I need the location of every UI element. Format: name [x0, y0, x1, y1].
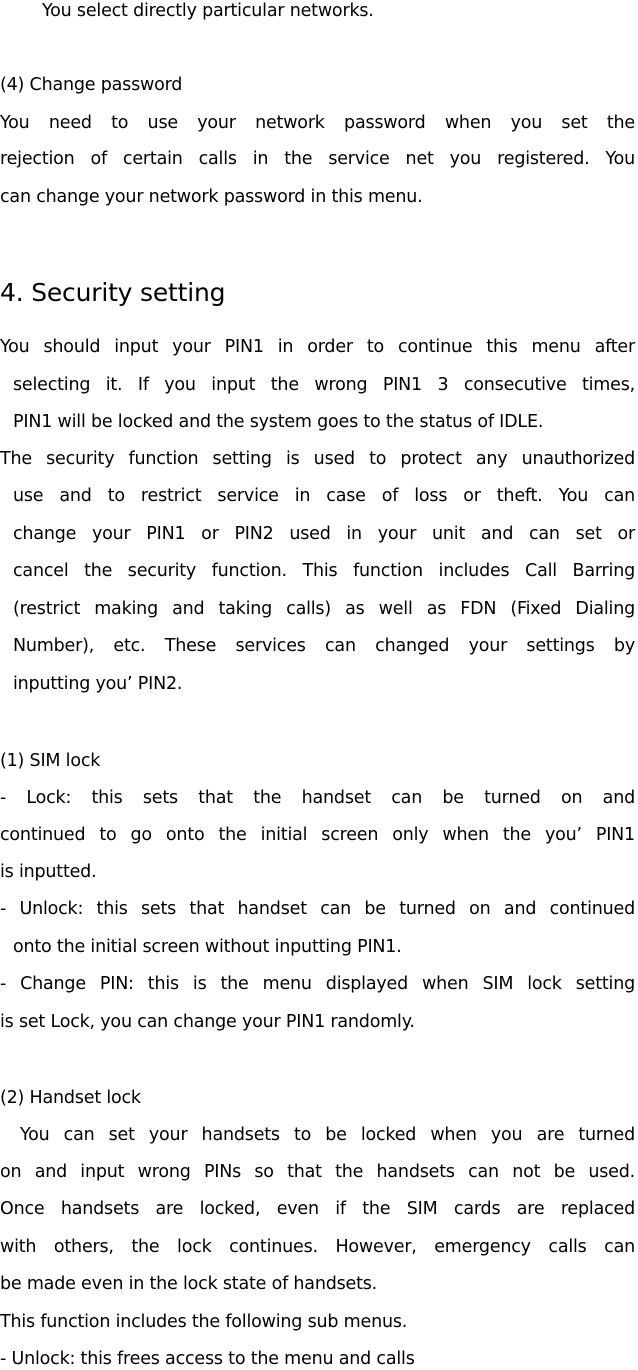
handset-lock-line-4: with others, the lock continues. However, emergency calls can	[0, 1237, 635, 1257]
security-para1-line-2: selecting it. If you input the wrong PIN1 3 consecutive times,	[13, 375, 635, 395]
sim-lock-line-2: continued to go onto the initial screen only when the you’ PIN1	[0, 825, 635, 845]
security-para1-line-3: PIN1 will be locked and the system goes to the status of IDLE.	[13, 412, 544, 432]
security-para2-line-5: (restrict making and taking calls) as well as FDN (Fixed Dialing	[13, 599, 635, 619]
sim-lock-line-7: is set Lock, you can change your PIN1 randomly.	[0, 1012, 415, 1032]
security-para2-line-7: inputting you’ PIN2.	[13, 674, 183, 694]
handset-lock-heading: (2) Handset lock	[0, 1088, 141, 1108]
handset-lock-line-1: You can set your handsets to be locked when you are turned	[20, 1125, 635, 1145]
handset-lock-line-2: on and input wrong PINs so that the handsets can not be used.	[0, 1162, 635, 1182]
change-password-line-2: rejection of certain calls in the service net you registered. You	[0, 149, 635, 169]
change-password-heading: (4) Change password	[0, 75, 183, 95]
handset-lock-line-6: This function includes the following sub menus.	[0, 1312, 408, 1332]
handset-lock-line-3: Once handsets are locked, even if the SIM cards are replaced	[0, 1199, 635, 1219]
change-password-line-1: You need to use your network password when you set the	[0, 113, 635, 133]
sim-lock-heading: (1) SIM lock	[0, 751, 101, 771]
sim-lock-line-5: onto the initial screen without inputting PIN1.	[13, 937, 402, 957]
handset-lock-line-5: be made even in the lock state of handsets.	[0, 1274, 378, 1294]
security-para2-line-1: The security function setting is used to protect any unauthorized	[0, 449, 635, 469]
security-setting-heading: 4. Security setting	[0, 278, 226, 307]
intro-line: You select directly particular networks.	[42, 1, 374, 21]
sim-lock-line-4: - Unlock: this sets that handset can be turned on and continued	[0, 899, 635, 919]
change-password-line-3: can change your network password in this menu.	[0, 187, 423, 207]
security-para2-line-3: change your PIN1 or PIN2 used in your unit and can set or	[13, 524, 635, 544]
handset-lock-line-7: - Unlock: this frees access to the menu and calls	[0, 1349, 415, 1369]
sim-lock-line-6: - Change PIN: this is the menu displayed when SIM lock setting	[0, 974, 635, 994]
sim-lock-line-3: is inputted.	[0, 862, 97, 882]
security-para2-line-4: cancel the security function. This function includes Call Barring	[13, 561, 635, 581]
security-para2-line-2: use and to restrict service in case of loss or theft. You can	[13, 486, 635, 506]
security-para1-line-1: You should input your PIN1 in order to continue this menu after	[0, 337, 635, 357]
security-para2-line-6: Number), etc. These services can changed your settings by	[13, 636, 635, 656]
sim-lock-line-1: - Lock: this sets that the handset can be turned on and	[0, 788, 635, 808]
